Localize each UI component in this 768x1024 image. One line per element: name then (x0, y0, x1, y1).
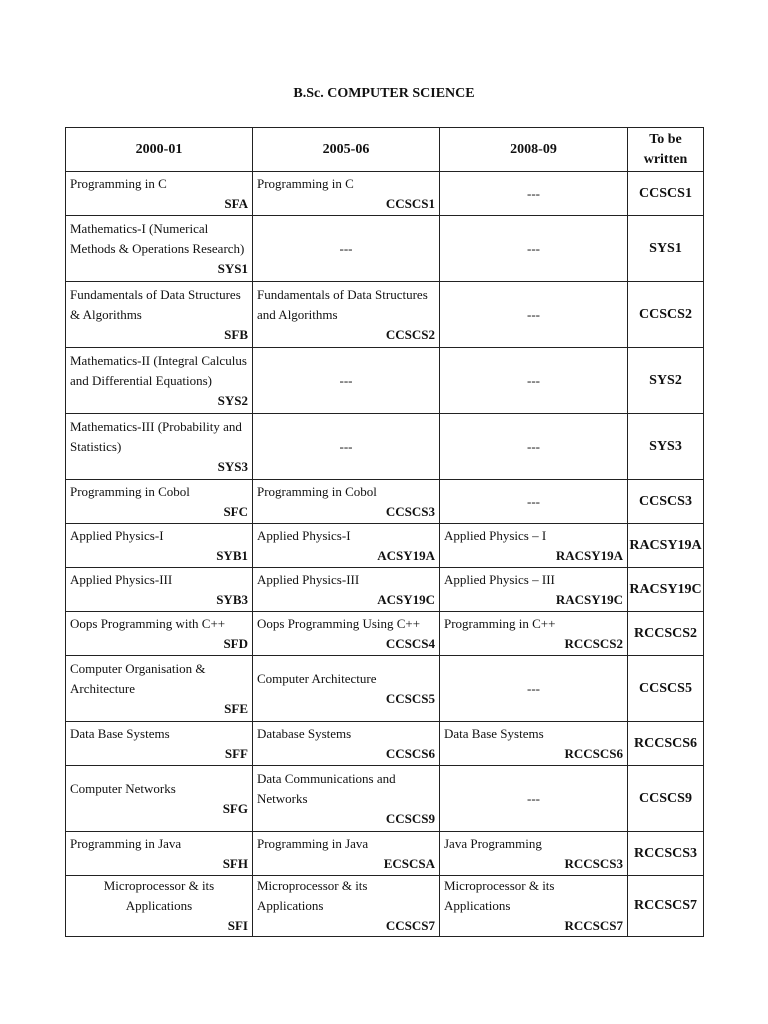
course-cell-c2005 (253, 832, 440, 876)
course-name: Database Systems (257, 725, 352, 741)
course-code: SFB (224, 326, 248, 342)
empty-placeholder: --- (527, 306, 540, 322)
final-code-cell: RCCSCS6 (628, 722, 704, 766)
course-name: Microprocessor & its Applications (103, 878, 215, 913)
course-name: Computer Architecture (257, 670, 377, 686)
course-name: Fundamentals of Data Structures and Algorithms (257, 286, 428, 322)
table-body (66, 172, 704, 937)
course-cell-c2000 (66, 414, 253, 480)
course-name: Programming in C (70, 175, 167, 191)
final-code-cell: CCSCS3 (628, 480, 704, 524)
table-row (66, 480, 704, 524)
course-name: Applied Physics-I (257, 527, 351, 543)
course-code: SYB1 (216, 547, 248, 563)
course-name: Programming in Cobol (257, 483, 377, 499)
final-code-cell: RCCSCS2 (628, 612, 704, 656)
course-code: CCSCS1 (385, 195, 435, 211)
final-code-cell: CCSCS5 (628, 656, 704, 722)
course-code: CCSCS5 (385, 690, 435, 706)
table-row (66, 282, 704, 348)
table-row (66, 656, 704, 722)
course-equivalence-table (65, 127, 704, 937)
course-code: RCCSCS2 (564, 635, 623, 651)
course-cell-c2000 (66, 612, 253, 656)
course-cell-c2008 (440, 876, 628, 937)
course-name: Mathematics-III (Probability and Statistics) (70, 418, 242, 454)
course-cell-c2000 (66, 766, 253, 832)
table-row (66, 524, 704, 568)
course-name: Fundamentals of Data Structures & Algorithms (70, 286, 241, 322)
course-cell-c2005 (253, 722, 440, 766)
final-code-cell: RACSY19A (628, 524, 704, 568)
course-code: ACSY19A (377, 547, 435, 563)
course-code: SFE (224, 700, 248, 716)
course-name: Computer Networks (70, 780, 176, 796)
table-row (66, 876, 704, 937)
course-name: Computer Organisation & Architecture (70, 660, 206, 696)
course-cell-c2005 (253, 612, 440, 656)
table-row (66, 722, 704, 766)
empty-placeholder: --- (527, 680, 540, 696)
course-code: SYS2 (217, 392, 248, 408)
table-row (66, 348, 704, 414)
course-cell-c2008 (440, 348, 628, 414)
course-name: Mathematics-I (Numerical Methods & Operations Research) (70, 220, 245, 256)
table-row (66, 216, 704, 282)
header-2005-06: 2005-06 (253, 128, 440, 172)
course-name: Data Base Systems (70, 725, 170, 741)
final-code-cell: RACSY19C (628, 568, 704, 612)
final-code-cell: SYS1 (628, 216, 704, 282)
final-code-cell: SYS3 (628, 414, 704, 480)
course-cell-c2008 (440, 480, 628, 524)
header-2008-09: 2008-09 (440, 128, 628, 172)
course-code: CCSCS6 (385, 745, 435, 761)
course-cell-c2008 (440, 612, 628, 656)
course-code: SFH (222, 855, 248, 871)
course-cell-c2000 (66, 876, 253, 937)
course-code: RACSY19C (555, 591, 623, 607)
course-cell-c2008 (440, 524, 628, 568)
course-code: RACSY19A (555, 547, 623, 563)
course-cell-c2005 (253, 414, 440, 480)
final-code-cell: RCCSCS3 (628, 832, 704, 876)
table-row (66, 172, 704, 216)
course-name: Oops Programming Using C++ (257, 615, 421, 631)
course-cell-c2005 (253, 656, 440, 722)
table-row (66, 612, 704, 656)
course-cell-c2000 (66, 348, 253, 414)
course-name: Applied Physics-III (70, 571, 173, 587)
course-code: SYB3 (216, 591, 248, 607)
course-code: SFA (224, 195, 248, 211)
course-code: CCSCS9 (385, 810, 435, 826)
course-code: RCCSCS3 (564, 855, 623, 871)
course-cell-c2008 (440, 172, 628, 216)
course-code: CCSCS4 (385, 635, 435, 651)
empty-placeholder: --- (527, 438, 540, 454)
course-cell-c2008 (440, 656, 628, 722)
course-code: SFG (222, 800, 248, 816)
course-code: SFD (223, 635, 248, 651)
final-code-cell: CCSCS1 (628, 172, 704, 216)
empty-placeholder: --- (339, 372, 353, 388)
final-code-cell: CCSCS2 (628, 282, 704, 348)
course-cell-c2000 (66, 172, 253, 216)
table-row (66, 766, 704, 832)
course-cell-c2005 (253, 282, 440, 348)
header-2000-01: 2000-01 (66, 128, 253, 172)
course-code: CCSCS2 (385, 326, 435, 342)
course-code: SYS1 (217, 260, 248, 276)
course-name: Mathematics-II (Integral Calculus and Differential Equations) (70, 352, 247, 388)
course-cell-c2008 (440, 282, 628, 348)
course-name: Programming in Cobol (70, 483, 190, 499)
course-code: CCSCS3 (385, 503, 435, 519)
course-cell-c2008 (440, 832, 628, 876)
course-cell-c2005 (253, 766, 440, 832)
course-name: Data Communications and Networks (257, 770, 396, 806)
course-name: Programming in C++ (444, 615, 556, 631)
empty-placeholder: --- (527, 240, 540, 256)
course-cell-c2000 (66, 524, 253, 568)
course-name: Java Programming (444, 835, 542, 851)
course-cell-c2005 (253, 568, 440, 612)
empty-placeholder: --- (339, 240, 353, 256)
course-cell-c2000 (66, 282, 253, 348)
final-code-cell: CCSCS9 (628, 766, 704, 832)
course-code: SFC (223, 503, 248, 519)
empty-placeholder: --- (527, 185, 540, 201)
course-cell-c2005 (253, 172, 440, 216)
empty-placeholder: --- (527, 372, 540, 388)
course-name: Applied Physics-I (70, 527, 164, 543)
course-cell-c2000 (66, 568, 253, 612)
course-cell-c2005 (253, 524, 440, 568)
course-cell-c2008 (440, 766, 628, 832)
course-cell-c2005 (253, 348, 440, 414)
course-name: Programming in C (257, 175, 354, 191)
course-cell-c2000 (66, 480, 253, 524)
table-row (66, 832, 704, 876)
course-code: SFI (227, 918, 248, 933)
course-name: Applied Physics-III (257, 571, 360, 587)
course-cell-c2005 (253, 876, 440, 937)
course-name: Programming in Java (257, 835, 369, 851)
empty-placeholder: --- (339, 438, 353, 454)
course-cell-c2008 (440, 414, 628, 480)
course-name: Oops Programming with C++ (70, 615, 226, 631)
course-code: RCCSCS7 (564, 918, 623, 933)
course-name: Microprocessor & its Applications (257, 878, 368, 913)
course-name: Applied Physics – I (444, 527, 547, 543)
course-cell-c2000 (66, 216, 253, 282)
header-row (66, 128, 704, 172)
empty-placeholder: --- (527, 493, 540, 509)
course-code: SFF (224, 745, 248, 761)
empty-placeholder: --- (527, 790, 540, 806)
final-code-cell: RCCSCS7 (628, 876, 704, 937)
course-cell-c2005 (253, 216, 440, 282)
course-name: Applied Physics – III (444, 571, 555, 587)
course-cell-c2008 (440, 216, 628, 282)
course-cell-c2005 (253, 480, 440, 524)
course-code: ACSY19C (377, 591, 435, 607)
course-cell-c2008 (440, 722, 628, 766)
course-code: RCCSCS6 (564, 745, 623, 761)
course-code: CCSCS7 (385, 918, 435, 933)
final-code-cell: SYS2 (628, 348, 704, 414)
table-row (66, 414, 704, 480)
page-title: B.Sc. COMPUTER SCIENCE (293, 86, 475, 101)
course-name: Programming in Java (70, 835, 182, 851)
course-cell-c2000 (66, 656, 253, 722)
course-name: Microprocessor & its Applications (444, 878, 555, 913)
course-cell-c2008 (440, 568, 628, 612)
course-code: ECSCSA (383, 855, 435, 871)
course-cell-c2000 (66, 722, 253, 766)
header-to-be-written: To be written (628, 128, 704, 172)
course-cell-c2000 (66, 832, 253, 876)
course-code: SYS3 (217, 458, 248, 474)
table-row (66, 568, 704, 612)
course-name: Data Base Systems (444, 725, 544, 741)
